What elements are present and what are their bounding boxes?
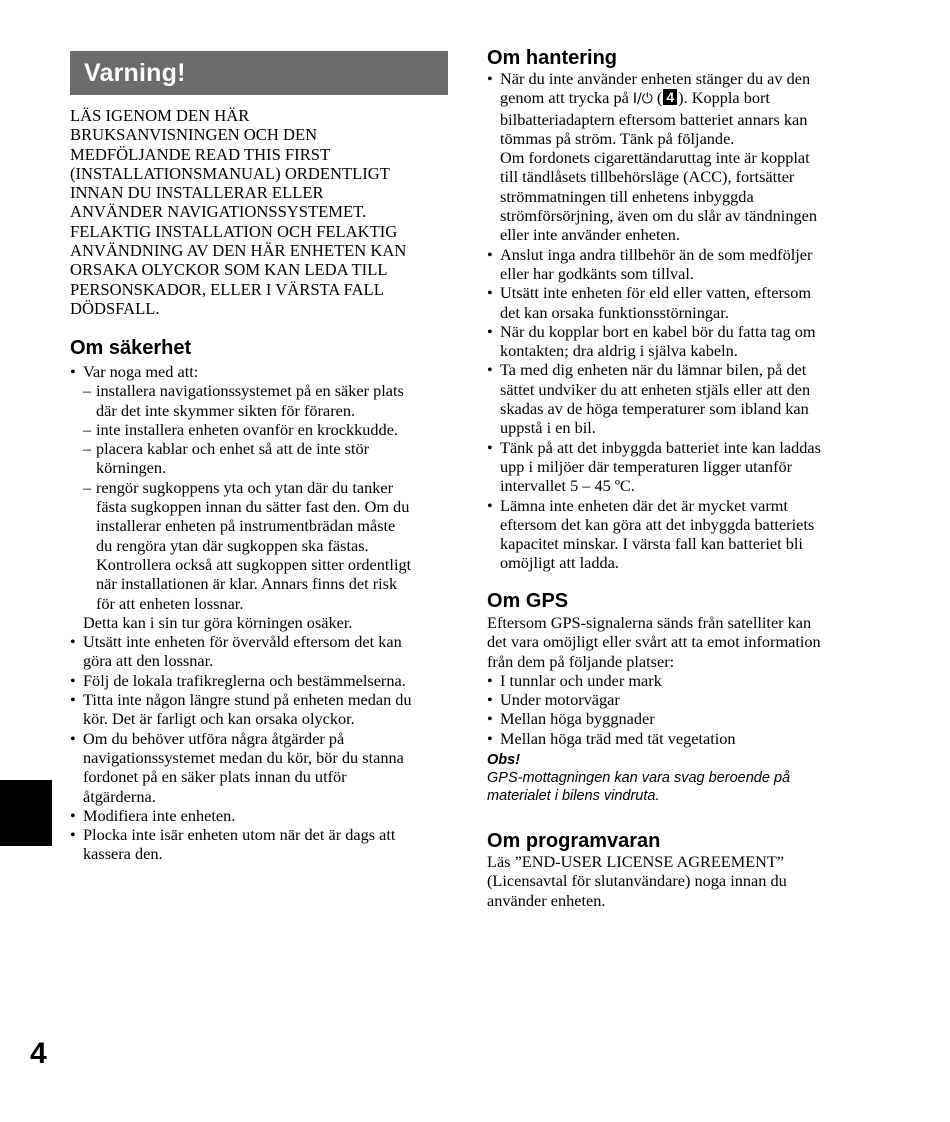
text-line: • Om du behöver utföra några åtgärder på — [83, 728, 345, 748]
list-item — [487, 322, 867, 361]
text-line: • I tunnlar och under mark — [500, 670, 662, 690]
text-line: • Titta inte någon längre stund på enheten medan du — [83, 690, 412, 710]
list-item — [487, 729, 867, 748]
list-item — [70, 690, 455, 729]
page-number: 4 — [30, 1037, 47, 1070]
text-line: • Mellan höga träd med tät vegetation — [500, 728, 736, 748]
text-line: åtgärderna. — [83, 786, 156, 806]
list-item — [487, 69, 867, 245]
list-item — [487, 690, 867, 709]
text-line: ORSAKA OLYCKOR SOM KAN LEDA TILL — [70, 260, 388, 280]
power-icon: I/⏻ — [632, 91, 653, 108]
text-line: intervallet 5 – 45 ºC. — [500, 476, 635, 496]
text-line: FELAKTIG INSTALLATION OCH FELAKTIG — [70, 221, 398, 241]
text-line: materialet i bilens vindruta. — [487, 788, 660, 805]
text-line: strömförsörjning, även om du slår av tändningen — [500, 206, 817, 226]
text-line: det vara omöjligt eller svårt att ta emot information — [487, 632, 821, 652]
text-line: eftersom det kan göra att det inbyggda batteriets — [500, 514, 815, 534]
gps-body — [487, 613, 867, 748]
section-handling — [487, 46, 867, 573]
text-line: där det inte skymmer sikten för föraren. — [96, 400, 356, 420]
text-line: BRUKSANVISNINGEN OCH DEN — [70, 125, 318, 145]
text-line: • Plocka inte isär enheten utom när det är dags att — [83, 825, 396, 845]
text-line: INNAN DU INSTALLERAR ELLER — [70, 183, 324, 203]
list-item — [487, 671, 867, 690]
text-line: ANVÄNDNING AV DEN HÄR ENHETEN KAN — [70, 241, 407, 261]
note-text — [487, 769, 867, 805]
text-line: strömmatningen till enhetens inbyggda — [500, 186, 754, 206]
text-segment: genom att trycka på — [500, 88, 629, 108]
text-line: fordonet på en säker plats innan du utför — [83, 767, 347, 787]
text-line: bilbatteriadaptern eftersom batteriet annars kan — [500, 109, 808, 129]
handling-bullets — [487, 245, 867, 573]
text-line: göra att den lossnar. — [83, 651, 214, 671]
text-line: kassera den. — [83, 844, 163, 864]
list-item — [487, 245, 867, 284]
list-item — [70, 439, 455, 478]
text-line: • Anslut inga andra tillbehör än de som medföljer — [500, 244, 813, 264]
handling-heading: Om hantering — [487, 47, 618, 69]
text-line: skadas av de höga temperaturer som ibland kan — [500, 399, 809, 419]
text-line: du rengöra ytan där sugkoppen ska fästas. — [96, 535, 369, 555]
text-line: Om fordonets cigarettändaruttag inte är kopplat — [500, 148, 810, 168]
text-line: MEDFÖLJANDE READ THIS FIRST — [70, 144, 331, 164]
text-line: kapacitet minskar. I värsta fall kan batteriet bli — [500, 534, 803, 554]
section-safety — [70, 336, 455, 864]
text-line: DÖDSFALL. — [70, 298, 160, 318]
text-line: GPS-mottagningen kan vara svag beroende på — [487, 770, 791, 787]
handling-first-rest — [500, 110, 867, 245]
text-line: eller inte använder enheten. — [500, 225, 680, 245]
list-item — [70, 420, 455, 439]
list-item — [487, 496, 867, 573]
text-line: Kontrollera också att sugkoppen sitter ordentligt — [96, 554, 412, 574]
safety-heading: Om säkerhet — [70, 337, 192, 359]
text-line: till tändlåsets tillbehörsläge (ACC), fortsätter — [500, 167, 795, 187]
text-line: – installera navigationssystemet på en säker plats — [96, 381, 404, 401]
text-line: • Ta med dig enheten när du lämnar bilen, på det — [500, 360, 807, 380]
text-line: från dem på följande platser: — [487, 651, 675, 671]
text-line: • När du kopplar bort en kabel bör du fatta tag om — [500, 321, 816, 341]
text-line: för att enheten lossnar. — [96, 593, 244, 613]
note-heading: Obs! — [487, 752, 521, 769]
text-line: • Utsätt inte enheten för eld eller vatten, eftersom — [500, 283, 812, 303]
text-line: tömmas på ström. Tänk på följande. — [500, 128, 735, 148]
text-line: använder enheten. — [487, 890, 606, 910]
text-line: kontakten; dra aldrig i själva kabeln. — [500, 341, 738, 361]
text-line: eller har godkänts som tillval. — [500, 263, 694, 283]
list-item — [70, 806, 455, 825]
text-line: – rengör sugkoppens yta och ytan där du tanker — [96, 477, 394, 497]
text-line: – placera kablar och enhet så att de inte stör — [96, 439, 370, 459]
text-line: • Mellan höga byggnader — [500, 709, 655, 729]
text-line: Eftersom GPS-signalerna sänds från satelliter kan — [487, 613, 812, 632]
gps-heading: Om GPS — [487, 590, 569, 612]
gps-intro — [487, 613, 867, 671]
text-line: (Licensavtal för slutanvändare) noga innan du — [487, 871, 787, 891]
list-item — [70, 478, 455, 613]
text-line: det kan orsaka funktionsstörningar. — [500, 302, 729, 322]
text-line: genom att trycka på I/⏻ ( 4 ). Koppla bort — [500, 88, 770, 108]
list-item — [70, 729, 455, 806]
text-line: • Tänk på att det inbyggda batteriet inte kan laddas — [500, 437, 821, 457]
text-line: sättet undviker du att enheten stjäls eller att den — [500, 379, 811, 399]
text-line: (INSTALLATIONSMANUAL) ORDENTLIGT — [70, 163, 390, 183]
text-line: fästa sugkoppen innan du sätter fast den. Om du — [96, 497, 410, 517]
list-item — [70, 381, 455, 420]
text-line: PERSONSKADOR, ELLER I VÄRSTA FALL — [70, 279, 384, 299]
text-line: upp i miljöer där temperaturen ligger utanför — [500, 456, 793, 476]
text-line: Detta kan i sin tur göra körningen osäker. — [83, 612, 353, 632]
text-line: ANVÄNDER NAVIGATIONSSYSTEMET. — [70, 202, 367, 222]
text-line: – inte installera enheten ovanför en krockkudde. — [96, 419, 398, 439]
list-item — [487, 360, 867, 437]
list-item — [487, 438, 867, 496]
text-line: • Följ de lokala trafikreglerna och bestämmelserna. — [83, 670, 406, 690]
text-line: kör. Det är farligt och kan orsaka olyckor. — [83, 709, 355, 729]
list-item — [487, 709, 867, 728]
section-software — [487, 829, 867, 910]
key-number-badge: 4 — [663, 89, 677, 105]
list-item — [70, 825, 455, 864]
section-gps — [487, 589, 867, 805]
text-line: när installationen är klar. Annars finns det risk — [96, 574, 398, 594]
list-item: • Var noga med att: — [70, 362, 455, 381]
text-line: körningen. — [96, 458, 167, 478]
list-item — [487, 283, 867, 322]
text-line: LÄS IGENOM DEN HÄR — [70, 106, 250, 125]
gps-bullets — [487, 671, 867, 748]
text-line: installerar enheten på instrumentbrädan måste — [96, 516, 396, 536]
text-line: • När du inte använder enheten stänger du av den — [500, 69, 811, 88]
text-line: • Utsätt inte enheten för övervåld eftersom det kan — [83, 632, 402, 652]
software-heading: Om programvaran — [487, 830, 661, 852]
text-line: uppstå i en bil. — [500, 418, 596, 438]
text-line: navigationssystemet medan du kör, bör du stanna — [83, 747, 404, 767]
text-line: • Modifiera inte enheten. — [83, 805, 236, 825]
text-line: • Under motorvägar — [500, 690, 620, 710]
list-item — [70, 632, 455, 671]
safety-body — [70, 362, 455, 864]
dash-list — [70, 381, 455, 613]
text-line: Läs ”END-USER LICENSE AGREEMENT” — [487, 852, 785, 871]
gps-note — [487, 751, 867, 805]
text-line: • Lämna inte enheten där det är mycket varmt — [500, 495, 788, 515]
side-tab-marker — [0, 780, 52, 846]
warning-title: Varning! — [70, 51, 448, 95]
bullet-list — [70, 632, 455, 864]
list-item — [70, 671, 455, 690]
text-segment: ). Koppla bort — [678, 88, 770, 108]
warning-text — [70, 106, 455, 318]
handling-body — [487, 69, 867, 573]
text-line: omöjligt att ladda. — [500, 553, 619, 573]
software-body — [487, 852, 867, 910]
